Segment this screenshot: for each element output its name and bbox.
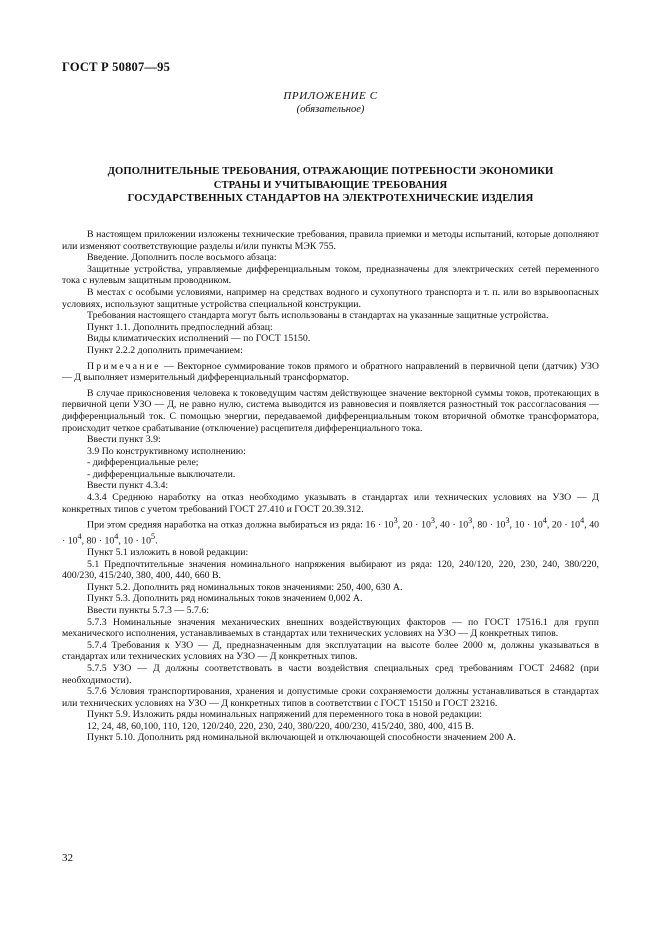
note-paragraph (62, 361, 599, 384)
paragraph: Пункт 5.3. Дополнить ряд номинальных токов значением 0,002 А. (87, 593, 363, 605)
paragraph: В местах с особыми условиями, например на средствах водного и сухопутного транспорта и т. п. или во взрывоопасных условиях, используют защитные устройства специальной конструкции. (62, 286, 599, 310)
paragraph: Требования настоящего стандарта могут быть использованы в стандартах на указанные защитные устройства. (87, 310, 549, 322)
paragraph: Защитные устройства, управляемые дифференциальным током, предназначены для электрических сетей переменного тока с нулевым защитным проводником. (62, 263, 599, 287)
paragraph: Ввести пункт 3.9: (87, 434, 161, 446)
paragraph: 3.9 По конструктивному исполнению: (87, 445, 246, 457)
document-body (62, 229, 599, 744)
heading-line-1: ДОПОЛНИТЕЛЬНЫЕ ТРЕБОВАНИЯ, ОТРАЖАЮЩИЕ ПОТРЕБНОСТИ ЭКОНОМИКИ (107, 166, 554, 177)
paragraph: 5.7.5 УЗО — Д должны соответствовать в части воздействия специальных сред требованиям ГОСТ 24682 (при необходимости). (62, 662, 599, 686)
paragraph: Виды климатических исполнений — по ГОСТ 15150. (87, 333, 311, 345)
paragraph: Пункт 1.1. Дополнить предпоследний абзац: (87, 321, 273, 333)
paragraph: Ввести пункты 5.7.3 — 5.7.6: (87, 604, 209, 616)
paragraph: 5.7.4 Требования к УЗО — Д, предназначенным для эксплуатации на высоте более 2000 м, должны указываться в стандартах или технических условиях на УЗО — Д конкретных типов. (62, 639, 599, 663)
standard-designation: ГОСТ Р 50807—95 (62, 60, 171, 74)
paragraph: 5.7.3 Номинальные значения механических внешних воздействующих факторов — по ГОСТ 17516.1 для групп механического исполнения, устанавливаемых в стандартах или технических условиях на УЗО — Д конкретных типов. (62, 616, 599, 640)
paragraph: 5.1 Предпочтительные значения номинального напряжения выбирают из ряда: 120, 240/120, 220, 230, 240, 380/220, 400/230, 415/240, 380, 400, 440, 660 В. (62, 558, 599, 582)
heading-line-3: ГОСУДАРСТВЕННЫХ СТАНДАРТОВ НА ЭЛЕКТРОТЕХНИЧЕСКИЕ ИЗДЕЛИЯ (127, 193, 534, 204)
paragraph: Пункт 5.2. Дополнить ряд номинальных токов значениями: 250, 400, 630 А. (87, 581, 403, 593)
paragraph: Пункт 5.10. Дополнить ряд номинальной включающей и отключающей способности значением 200 А. (87, 732, 516, 744)
appendix-title: ПРИЛОЖЕНИЕ С (283, 90, 378, 102)
paragraph: В настоящем приложении изложены технические требования, правила приемки и методы испытаний, которые дополняют или изменяют соответствующие разделы и/или пункты МЭК 755. (62, 229, 599, 252)
paragraph: Пункт 5.1 изложить в новой редакции: (87, 546, 249, 558)
paragraph: 4.3.4 Среднюю наработку на отказ необходимо указывать в стандартах или технических условиях на УЗО — Д конкретных типов с учетом требований ГОСТ 27.410 и ГОСТ 20.39.312. (62, 492, 599, 515)
heading-line-2: СТРАНЫ И УЧИТЫВАЮЩИЕ ТРЕБОВАНИЯ (213, 179, 448, 191)
list-item: - дифференциальные реле; (87, 457, 199, 469)
paragraph: Ввести пункт 4.3.4: (87, 480, 169, 492)
paragraph: Пункт 5.9. Изложить ряды номинальных напряжений для переменного тока в новой редакции: (87, 709, 482, 721)
mtbf-series-paragraph: При этом средняя наработка на отказ должна выбираться из ряда: $16 \cdot 10^3$, $20 \cdot 10^3$, $40 \cdot 10^3$, $80 \cdot 10^3$, $10 \cdot 10^4$, $20 \cdot 10^4$, $40 \cdot 10^4$, $80 \cdot 10^4$, $10 \cdot 10^5$. (62, 516, 600, 547)
appendix-status: (обязательное) (296, 104, 365, 115)
paragraph: В случае прикосновения человека к токоведущим частям действующее значение векторной суммы токов, протекающих в первичной цепи УЗО — Д, не равно нулю, система выводится из равновесия и появляется разностный ток рассогласования — дифференциальный ток. С помощью энергии, передаваемой дифференциальным током вторичной обмотке трансформатора, происходит четкое срабатывание (отключение) расцепителя дифференциального тока. (62, 387, 599, 434)
note-label: Примечание (87, 360, 161, 372)
paragraph: Введение. Дополнить после восьмого абзаца: (87, 252, 277, 264)
paragraph: 12, 24, 48, 60,100, 110, 120, 120/240, 220, 230, 240, 380/220, 400/230, 415/240, 380, 400, 415 В. (87, 720, 474, 732)
note-text: — Векторное суммирование токов прямого и обратного направлений в первичной цепи (датчик) УЗО — Д выполняет измерительный дифференциальный трансформатор. (62, 360, 599, 384)
page-number: 32 (62, 852, 73, 864)
appendix-block (0, 89, 661, 117)
paragraph: Пункт 2.2.2 дополнить примечанием: (87, 344, 243, 356)
list-item: - дифференциальные выключатели. (87, 468, 236, 480)
paragraph: 5.7.6 Условия транспортирования, хранения и допустимые сроки сохраняемости должны устанавливаться в стандартах или технических условиях на УЗО — Д конкретных типов в соответствии с ГОСТ 15150 и ГОСТ 23216. (62, 686, 599, 709)
section-heading (60, 165, 601, 206)
